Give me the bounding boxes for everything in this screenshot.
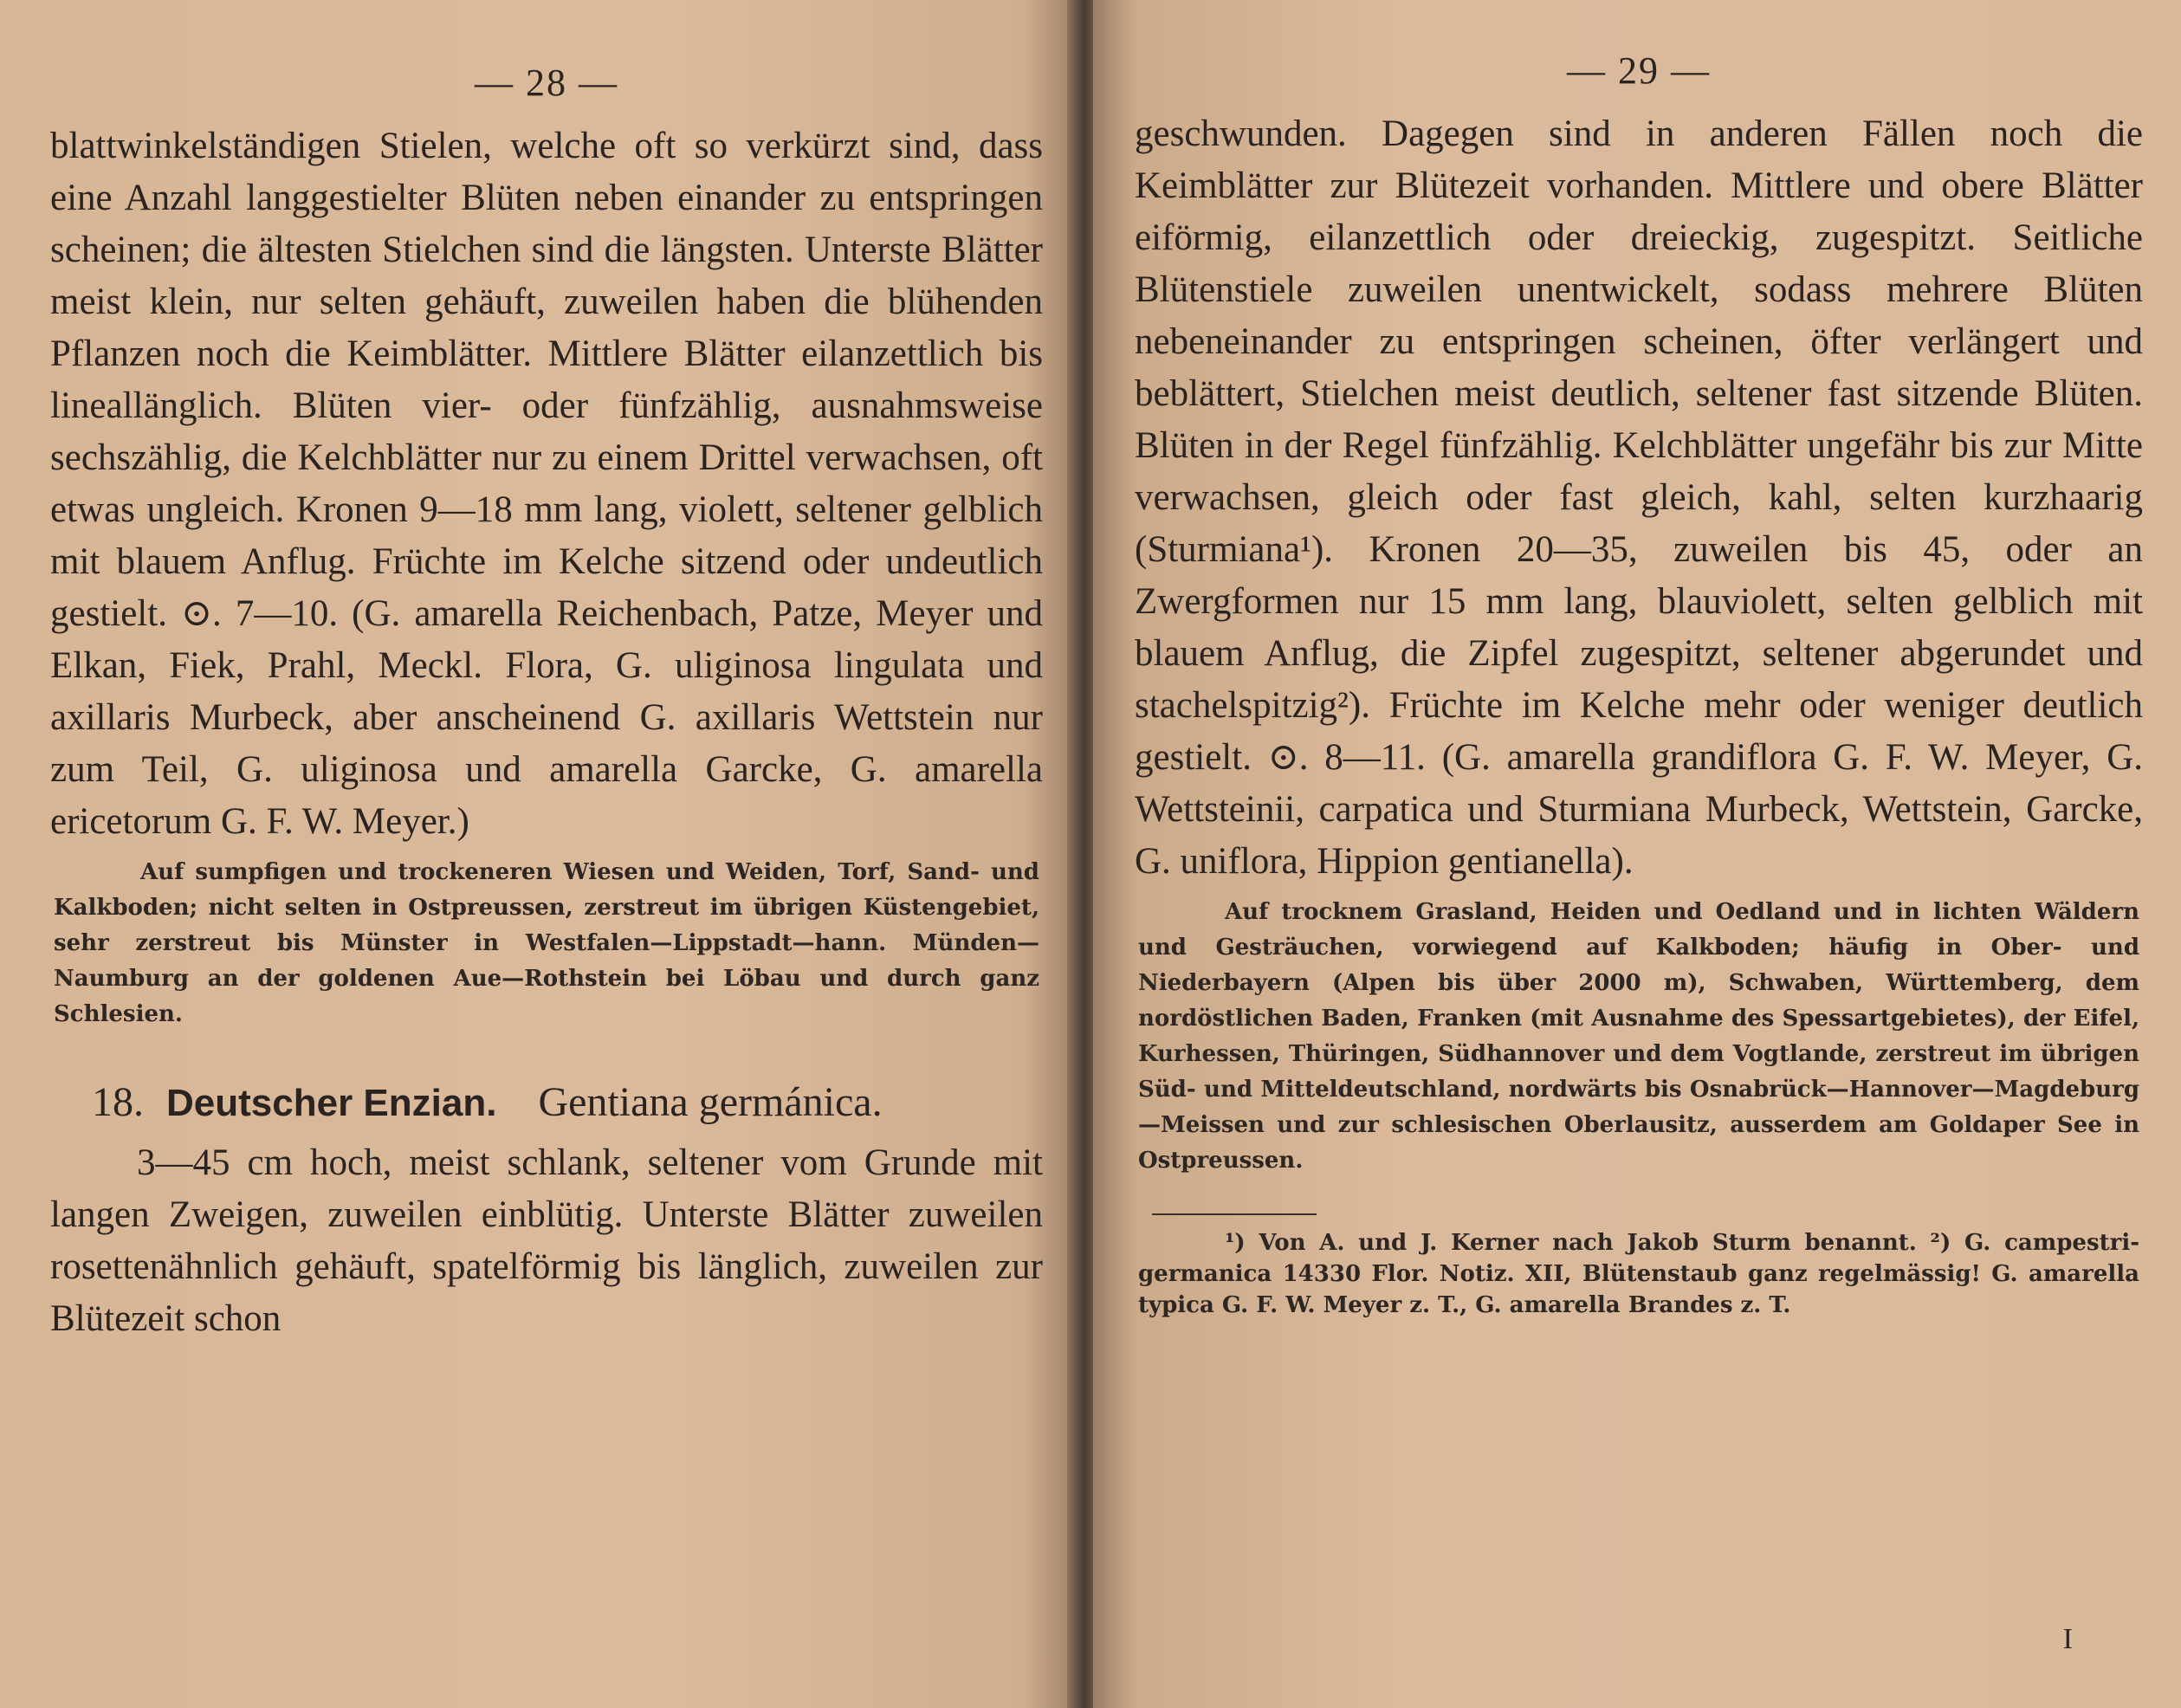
page-number-right: — 29 — bbox=[1567, 49, 1711, 92]
species-heading bbox=[50, 1074, 1043, 1132]
footnote-rule bbox=[1152, 1213, 1317, 1215]
left-page bbox=[0, 0, 1078, 1708]
species-latin-name: Gentiana germánica. bbox=[538, 1079, 883, 1125]
left-main-paragraph: blattwinkelständigen Stielen, welche oft so verkürzt sind, dass eine Anzahl langgestielter Blüten neben einander zu entspringen scheinen; die ältesten Stielchen sind die längsten. Unterste Blätter meist klein, nur selten gehäuft, zuweilen haben die blühenden Pflanzen noch die Keimblätter. Mittlere Blätter eilanzettlich bis lineallänglich. Blüten vier- oder fünfzählig, ausnahmsweise sechszählig, die Kelchblätter nur zu einem Drittel verwachsen, oft etwas ungleich. Kronen 9—18 mm lang, violett, seltener gelblich mit blauem Anflug. Früchte im Kelche sitzend oder undeutlich gestielt. ⊙. 7—10. (G. amarella Reichenbach, Patze, Meyer und Elkan, Fiek, Prahl, Meckl. Flora, G. uliginosa lingulata und axillaris Murbeck, aber anscheinend G. axillaris Wettstein nur zum Teil, G. uliginosa und amarella Garcke, G. amarella ericetorum G. F. W. Meyer.) bbox=[50, 126, 1043, 842]
left-habitat-paragraph: Auf sumpfigen und trockeneren Wiesen und Weiden, Torf, Sand- und Kalkboden; nicht selten in Ostpreussen, zerstreut im übrigen Küstengebiet, sehr zerstreut bis Münster in Westfalen—Lippstadt—hann. Münden—Naumburg an der goldenen Aue—Rothstein bei Löbau und durch ganz Schlesien. bbox=[54, 859, 1039, 1027]
corner-mark: I bbox=[2062, 1623, 2073, 1655]
species-number: 18. bbox=[92, 1079, 144, 1125]
left-species-paragraph: 3—45 cm hoch, meist schlank, seltener vom Grunde mit langen Zweigen, zuweilen einblütig. Unterste Blätter zuweilen rosettenähnlich gehäuft, spatelförmig bis länglich, zuweilen zur Blütezeit schon bbox=[50, 1142, 1043, 1339]
right-main-paragraph: geschwunden. Dagegen sind in anderen Fällen noch die Keimblätter zur Blütezeit vorhanden. Mittlere und obere Blätter eiförmig, eilanzettlich oder dreieckig, zugespitzt. Seitliche Blütenstiele zuweilen unentwickelt, sodass mehrere Blüten nebeneinander zu entspringen scheinen, öfter verlängert und beblättert, Stielchen meist deutlich, seltener fast sitzende Blüten. Blüten in der Regel fünfzählig. Kelchblätter ungefähr bis zur Mitte verwachsen, gleich oder fast gleich, kahl, selten kurzhaarig (Sturmiana¹). Kronen 20—35, zuweilen bis 45, oder an Zwergformen nur 15 mm lang, blauviolett, selten gelblich mit blauem Anflug, die Zipfel zugespitzt, seltener abgerundet und stachelspitzig²). Früchte im Kelche mehr oder weniger deutlich gestielt. ⊙. 8—11. (G. amarella grandiflora G. F. W. Meyer, G. Wettsteinii, carpatica und Sturmiana Murbeck, Wettstein, Garcke, G. uniflora, Hippion gentianella). bbox=[1135, 113, 2143, 882]
species-german-name: Deutscher Enzian. bbox=[166, 1082, 497, 1124]
page-number-left: — 28 — bbox=[475, 61, 618, 104]
footnote: ¹) Von A. und J. Kerner nach Jakob Sturm benannt. ²) G. campestri-germanica 14330 Flor. Notiz. XII, Blütenstaub ganz regelmässig! G. amarella typica G. F. W. Meyer z. T., G. amarella Brandes z. T. bbox=[1138, 1230, 2139, 1318]
right-habitat-paragraph: Auf trocknem Grasland, Heiden und Oedland und in lichten Wäldern und Gesträuchen, vorwiegend auf Kalkboden; häufig in Ober- und Niederbayern (Alpen bis über 2000 m), Schwaben, Württemberg, dem nordöstlichen Baden, Franken (mit Ausnahme des Spessartgebietes), der Eifel, Kurhessen, Thüringen, Südhannover und dem Vogtlande, zerstreut im übrigen Süd- und Mitteldeutschland, nordwärts bis Osnabrück—Hannover—Magdeburg—Meissen und zur schlesischen Oberlausitz, ausserdem am Goldaper See in Ostpreussen. bbox=[1138, 899, 2139, 1174]
right-page bbox=[1093, 0, 2181, 1708]
